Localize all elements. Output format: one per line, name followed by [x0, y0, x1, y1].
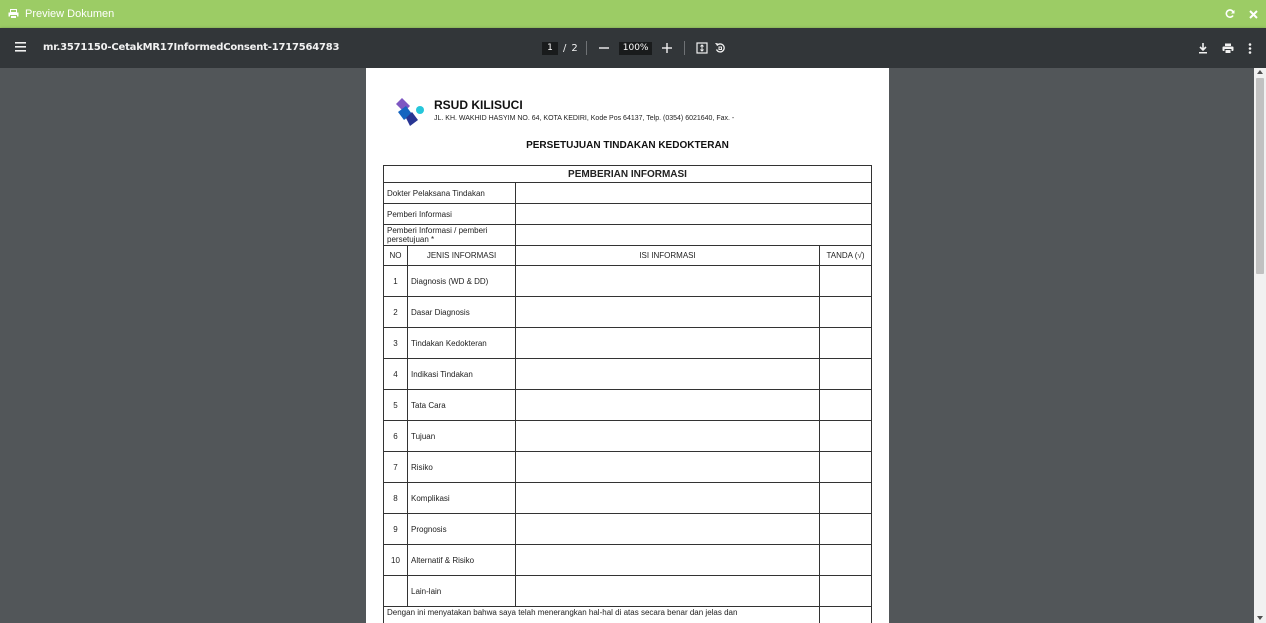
row-tanda: [820, 421, 872, 452]
row-jenis: Prognosis: [408, 514, 516, 545]
row-jenis: Diagnosis (WD & DD): [408, 266, 516, 297]
table-row: [384, 266, 872, 297]
row-tanda: [820, 328, 872, 359]
row-number: 5: [384, 390, 408, 421]
row-tanda: [820, 266, 872, 297]
row-isi: [516, 576, 820, 607]
document-title: PERSETUJUAN TINDAKAN KEDOKTERAN: [526, 140, 729, 151]
zoom-in-icon[interactable]: [658, 39, 676, 57]
information-table: [383, 165, 872, 623]
row-number: 2: [384, 297, 408, 328]
row-number: 7: [384, 452, 408, 483]
pdf-page: [366, 68, 889, 623]
scrollbar[interactable]: [1254, 68, 1266, 623]
row-tanda: [820, 452, 872, 483]
row-jenis: Tindakan Kedokteran: [408, 328, 516, 359]
hospital-address: JL. KH. WAKHID HASYIM NO. 64, KOTA KEDIRI, Kode Pos 64137, Telp. (0354) 6021640, Fax. -: [434, 115, 735, 122]
table-row: [384, 514, 872, 545]
statement-tanda: [820, 607, 872, 623]
row-number: 3: [384, 328, 408, 359]
row-jenis: Alternatif & Risiko: [408, 545, 516, 576]
table-row: [384, 421, 872, 452]
row-number: 10: [384, 545, 408, 576]
modal-header: [0, 0, 1266, 28]
field-value: [516, 183, 872, 204]
row-number: 9: [384, 514, 408, 545]
table-row: [384, 328, 872, 359]
row-jenis: Komplikasi: [408, 483, 516, 514]
row-isi: [516, 545, 820, 576]
row-isi: [516, 297, 820, 328]
row-isi: [516, 328, 820, 359]
table-header-row: [384, 246, 872, 266]
row-jenis: Indikasi Tindakan: [408, 359, 516, 390]
print-icon: [8, 9, 19, 19]
row-tanda: [820, 390, 872, 421]
pdf-viewer[interactable]: [0, 68, 1254, 623]
more-options-icon[interactable]: [1248, 41, 1252, 59]
row-tanda: [820, 483, 872, 514]
row-tanda: [820, 545, 872, 576]
modal-title: Preview Dokumen: [25, 8, 115, 20]
row-number: 8: [384, 483, 408, 514]
close-icon[interactable]: [1249, 10, 1258, 19]
rotate-icon[interactable]: [711, 39, 729, 57]
row-number: 4: [384, 359, 408, 390]
field-value: [516, 204, 872, 225]
row-jenis: Tujuan: [408, 421, 516, 452]
row-jenis: Dasar Diagnosis: [408, 297, 516, 328]
scrollbar-thumb[interactable]: [1256, 78, 1264, 274]
page-separator: /: [563, 42, 567, 54]
field-label: Pemberi Informasi / pemberi persetujuan *: [384, 225, 516, 246]
statement-text: Dengan ini menyatakan bahwa saya telah menerangkan hal-hal di atas secara benar dan jelas dan: [384, 607, 820, 623]
row-jenis: Lain-lain: [408, 576, 516, 607]
row-number: [384, 576, 408, 607]
row-number: 6: [384, 421, 408, 452]
field-label: Pemberi Informasi: [384, 204, 516, 225]
statement-row: [384, 607, 872, 623]
toolbar-divider: [586, 41, 587, 55]
page-total: 2: [571, 42, 578, 54]
row-jenis: Tata Cara: [408, 390, 516, 421]
row-isi: [516, 483, 820, 514]
scroll-down-icon[interactable]: [1257, 616, 1263, 620]
row-jenis: Risiko: [408, 452, 516, 483]
fit-page-icon[interactable]: [693, 39, 711, 57]
row-tanda: [820, 297, 872, 328]
hospital-logo: [394, 96, 426, 128]
row-isi: [516, 390, 820, 421]
row-tanda: [820, 359, 872, 390]
zoom-out-icon[interactable]: [595, 39, 613, 57]
row-tanda: [820, 576, 872, 607]
row-isi: [516, 452, 820, 483]
section-title: PEMBERIAN INFORMASI: [384, 166, 872, 183]
table-row: [384, 390, 872, 421]
row-number: 1: [384, 266, 408, 297]
toolbar-divider: [684, 41, 685, 55]
modal-title-group: [8, 8, 114, 20]
field-label: Dokter Pelaksana Tindakan: [384, 183, 516, 204]
hospital-name: RSUD KILISUCI: [434, 98, 523, 112]
pdf-toolbar: [0, 28, 1266, 68]
download-icon[interactable]: [1198, 41, 1208, 59]
row-tanda: [820, 514, 872, 545]
table-row: [384, 452, 872, 483]
scroll-up-icon[interactable]: [1257, 70, 1263, 74]
row-isi: [516, 514, 820, 545]
pdf-right-tools: [1198, 41, 1252, 59]
table-row: [384, 297, 872, 328]
column-header-jenis: JENIS INFORMASI: [408, 246, 516, 266]
column-header-isi: ISI INFORMASI: [516, 246, 820, 266]
pdf-filename: mr.3571150-CetakMR17InformedConsent-1717564783: [43, 42, 340, 53]
column-header-no: NO: [384, 246, 408, 266]
refresh-icon[interactable]: [1225, 9, 1235, 19]
table-row: [384, 359, 872, 390]
column-header-tanda: TANDA (√): [820, 246, 872, 266]
table-row: [384, 576, 872, 607]
pdf-page-controls: [542, 39, 729, 57]
table-row: [384, 545, 872, 576]
row-isi: [516, 359, 820, 390]
hamburger-menu-icon[interactable]: [14, 40, 28, 58]
table-row: [384, 483, 872, 514]
row-isi: [516, 421, 820, 452]
print-icon[interactable]: [1222, 41, 1234, 59]
page-number-input[interactable]: 1: [542, 42, 558, 55]
field-value: [516, 225, 872, 246]
row-isi: [516, 266, 820, 297]
zoom-input[interactable]: 100%: [619, 42, 653, 55]
hospital-header: [394, 96, 734, 128]
